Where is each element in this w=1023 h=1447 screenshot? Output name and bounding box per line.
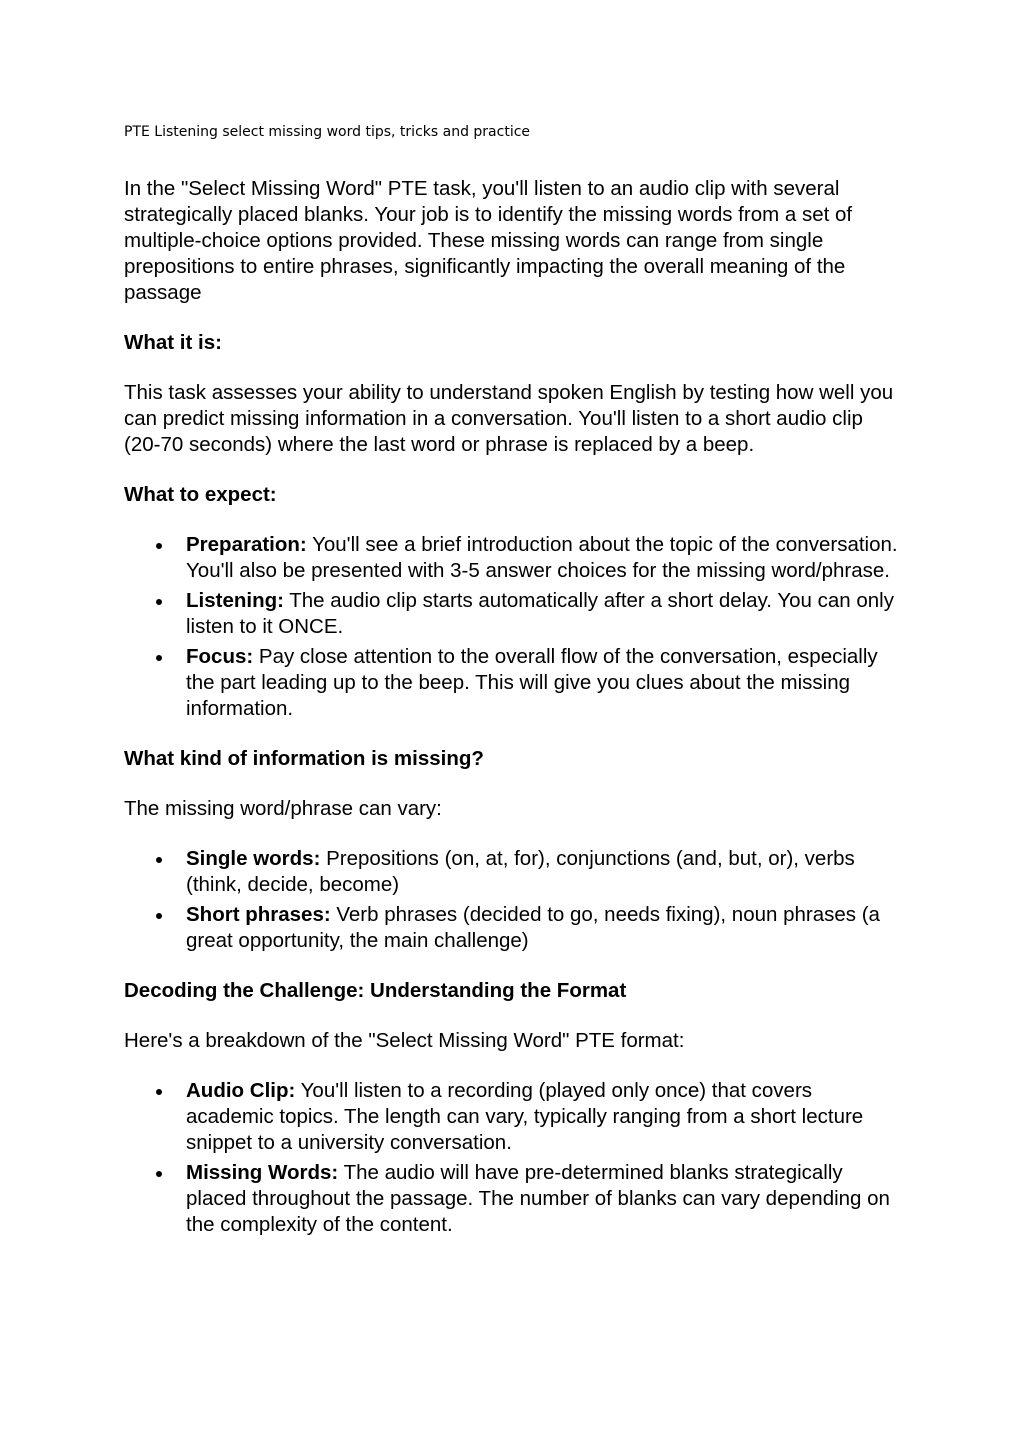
- list-item-text: Verb phrases (decided to go, needs fixing), noun phrases (a great opportunity, the main challenge): [186, 903, 880, 952]
- expect-list: [124, 532, 904, 722]
- list-item: [124, 532, 904, 584]
- list-item: [124, 1160, 904, 1238]
- list-item: [124, 588, 904, 640]
- bullet-icon: [156, 857, 162, 863]
- heading-missing-info: What kind of information is missing?: [124, 747, 484, 770]
- bullet-icon: [156, 1089, 162, 1095]
- list-item-term: Single words:: [186, 847, 321, 870]
- list-item-term: Focus:: [186, 645, 254, 668]
- list-item: [124, 1078, 904, 1156]
- document-page: [124, 122, 904, 1262]
- list-item-term: Preparation:: [186, 533, 307, 556]
- list-item: [124, 902, 904, 954]
- list-item-text: You'll see a brief introduction about the topic of the conversation. You'll also be presented with 3-5 answer choices for the missing word/phrase.: [186, 533, 898, 582]
- list-item-text: Prepositions (on, at, for), conjunctions (and, but, or), verbs (think, decide, become): [186, 847, 855, 896]
- what-it-is-paragraph: This task assesses your ability to understand spoken English by testing how well you can predict missing information in a conversation. You'll listen to a short audio clip (20-70 seconds) where the last word or phrase is replaced by a beep.: [124, 381, 894, 456]
- bullet-icon: [156, 599, 162, 605]
- list-item: [124, 644, 904, 722]
- bullet-icon: [156, 543, 162, 549]
- list-item-text: Pay close attention to the overall flow of the conversation, especially the part leading up to the beep. This will give you clues about the missing information.: [186, 645, 878, 720]
- list-item-term: Listening:: [186, 589, 284, 612]
- heading-what-it-is: What it is:: [124, 331, 222, 354]
- heading-decoding: Decoding the Challenge: Understanding the Format: [124, 979, 627, 1002]
- list-item: [124, 846, 904, 898]
- heading-what-to-expect: What to expect:: [124, 483, 277, 506]
- bullet-icon: [156, 913, 162, 919]
- missing-info-paragraph: The missing word/phrase can vary:: [124, 797, 442, 820]
- decoding-paragraph: Here's a breakdown of the "Select Missing Word" PTE format:: [124, 1029, 685, 1052]
- list-item-text: You'll listen to a recording (played only once) that covers academic topics. The length can vary, typically ranging from a short lecture snippet to a university conversation.: [186, 1079, 864, 1154]
- bullet-icon: [156, 655, 162, 661]
- list-item-term: Short phrases:: [186, 903, 331, 926]
- bullet-icon: [156, 1171, 162, 1177]
- list-item-text: The audio will have pre-determined blanks strategically placed throughout the passage. The number of blanks can vary depending on the complexity of the content.: [186, 1161, 890, 1236]
- intro-paragraph: In the "Select Missing Word" PTE task, you'll listen to an audio clip with several strategically placed blanks. Your job is to identify the missing words from a set of multiple-choice options provided. These missing words can range from single prepositions to entire phrases, significantly impacting the overall meaning of the passage: [124, 177, 853, 304]
- missing-info-list: [124, 846, 904, 954]
- list-item-text: The audio clip starts automatically after a short delay. You can only listen to it ONCE.: [186, 589, 894, 638]
- list-item-term: Missing Words:: [186, 1161, 339, 1184]
- document-title: PTE Listening select missing word tips, tricks and practice: [124, 124, 531, 140]
- decoding-list: [124, 1078, 904, 1238]
- list-item-term: Audio Clip:: [186, 1079, 296, 1102]
